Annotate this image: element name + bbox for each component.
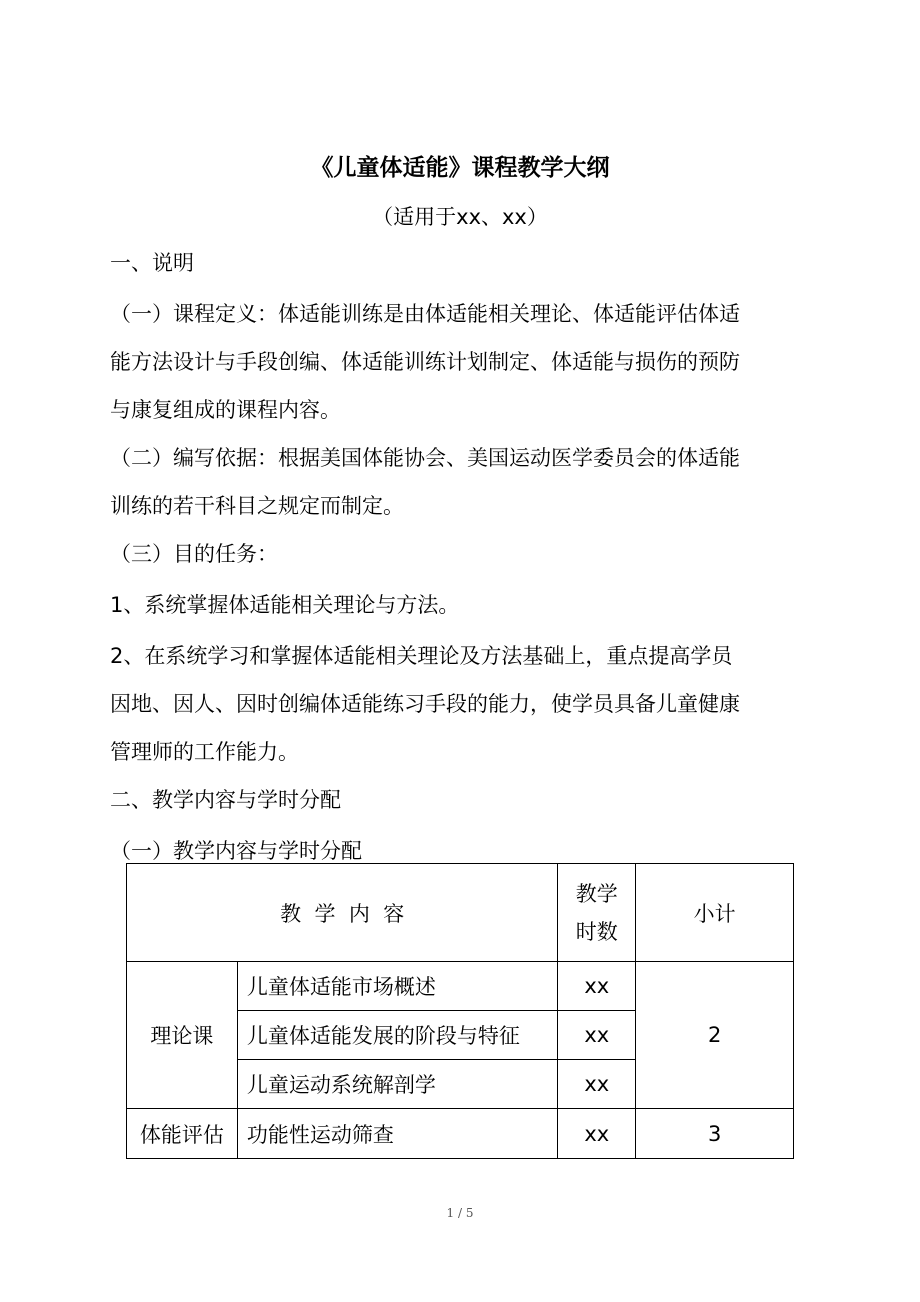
header-hours-line2: 时数 [575,919,618,944]
document-title: 《儿童体适能》课程教学大纲 [310,155,610,181]
header-subtotal: 小计 [636,864,794,962]
category-cell: 理论课 [127,962,238,1109]
document-subtitle: （适用于xx、xx） [372,205,548,229]
hours-cell: xx [558,1011,636,1060]
text-line: （一）课程定义：体适能训练是由体适能相关理论、体适能评估体适 [110,302,740,326]
text-line: 能方法设计与手段创编、体适能训练计划制定、体适能与损伤的预防 [110,350,740,374]
paragraph-objectives-heading: （三）目的任务： [110,542,278,566]
text-line: （二）编写依据：根据美国体能协会、美国运动医学委员会的体适能 [110,446,740,470]
objective-item-1: 1、系统掌握体适能相关理论与方法。 [110,593,460,617]
text-line: 与康复组成的课程内容。 [110,398,341,422]
header-teaching-hours [558,864,636,962]
table-row [127,1109,794,1159]
hours-cell: xx [558,1060,636,1109]
subtotal-cell: 3 [636,1109,794,1159]
category-cell: 体能评估 [127,1109,238,1159]
objective-item-2 [110,632,810,776]
content-cell: 儿童体适能市场概述 [237,962,558,1011]
paragraph-course-definition [110,290,810,434]
hours-cell: xx [558,962,636,1011]
document-body [110,239,810,878]
content-cell: 儿童运动系统解剖学 [237,1060,558,1109]
text-line: 训练的若干科目之规定而制定。 [110,494,404,518]
paragraph-writing-basis [110,434,810,530]
header-hours-line1: 教学 [575,881,618,906]
header-teaching-content: 教 学 内 容 [127,864,558,962]
subsection-heading-teaching-content: （一）教学内容与学时分配 [110,839,362,863]
hours-cell: xx [558,1109,636,1159]
subtotal-cell: 2 [636,962,794,1109]
table-header-row [127,864,794,962]
content-cell: 儿童体适能发展的阶段与特征 [237,1011,558,1060]
page-number: 1 / 5 [446,1206,474,1220]
content-cell: 功能性运动筛查 [237,1109,558,1159]
section-heading-description: 一、说明 [110,251,194,275]
text-line: 管理师的工作能力。 [110,740,299,764]
section-heading-teaching-content: 二、教学内容与学时分配 [110,788,341,812]
text-line: 因地、因人、因时创编体适能练习手段的能力，使学员具备儿童健康 [110,692,740,716]
teaching-hours-table [126,863,794,1159]
table-row [127,962,794,1011]
text-line: 2、在系统学习和掌握体适能相关理论及方法基础上，重点提高学员 [110,644,733,668]
